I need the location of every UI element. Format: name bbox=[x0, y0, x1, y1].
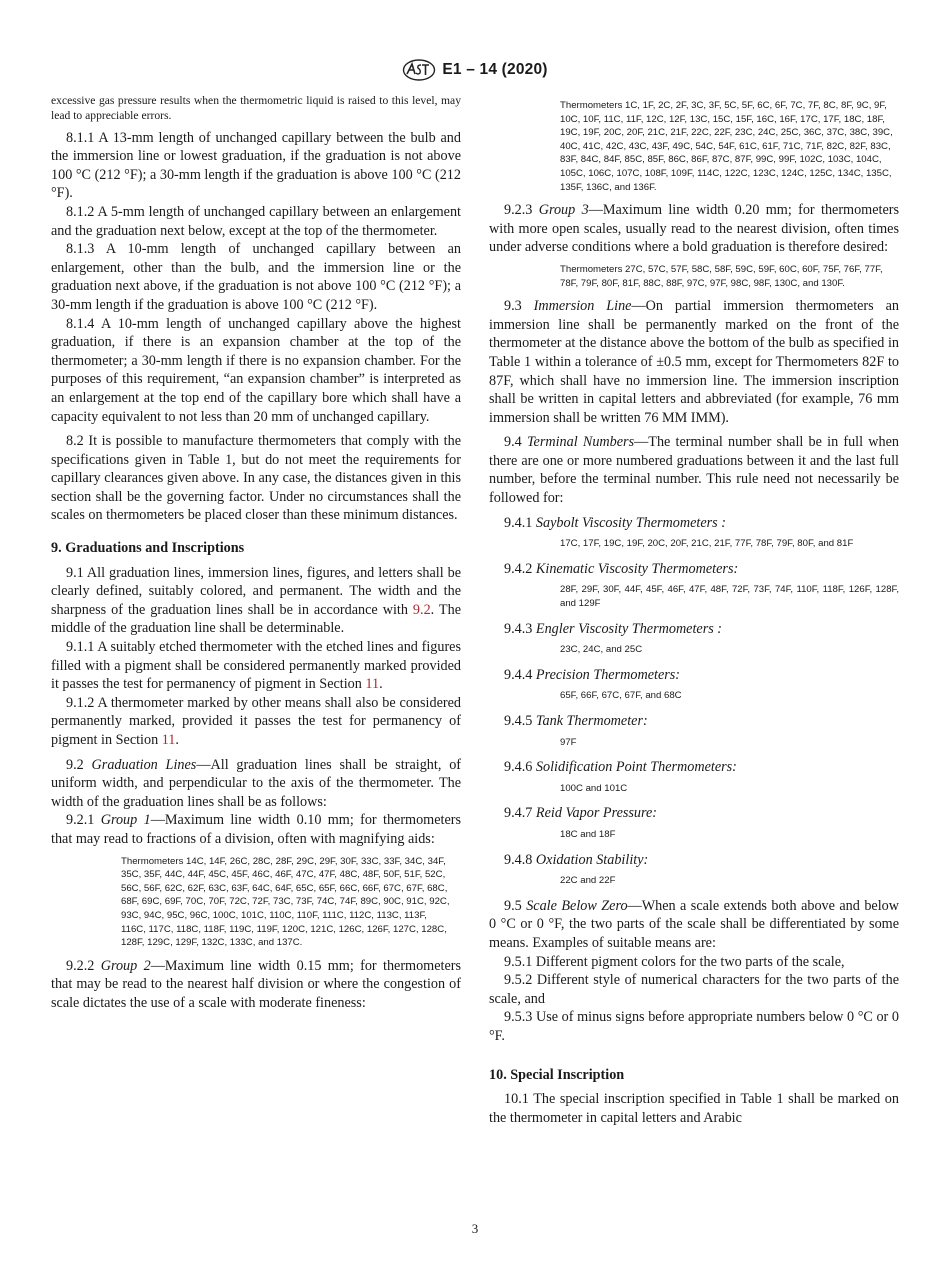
paragraph-8-2: 8.2 It is possible to manufacture thermometers that comply with the specifications given in Table 1, but do not meet the requirements for capillary clearances given above. In any case, the distances given in this section shall be the governing factor. Under no circumstances shall the scales on thermometers be placed closer than these minimum distances. bbox=[51, 433, 461, 524]
paragraph-9-2: 9.2 Graduation Lines—All graduation lines shall be straight, of uniform width, and perpendicular to the axis of the thermometer. The width of the graduation lines shall be as follows: bbox=[51, 756, 462, 810]
paragraph-9-5-1: 9.5.1 Different pigment colors for the two parts of the scale, bbox=[504, 953, 845, 970]
subsection-9-4-3: 9.4.3 Engler Viscosity Thermometers : bbox=[504, 620, 723, 637]
paragraph-9-2-2: 9.2.2 Group 2—Maximum line width 0.15 mm; for thermometers that may be read to the nearest half division or where the congestion of scale dictates the use of a scale with moderate fineness: bbox=[51, 957, 462, 1011]
list-9-4-3: 23C, 24C, and 25C bbox=[560, 644, 643, 656]
paragraph-9-1-1: 9.1.1 A suitably etched thermometer with the etched lines and figures filled with a pigment shall be considered permanently marked provided it passes the test for permanency of pigment in Section 11. bbox=[51, 639, 461, 693]
subsection-9-4-8: 9.4.8 Oxidation Stability: bbox=[504, 851, 649, 868]
page-header bbox=[0, 58, 950, 82]
page-number: 3 bbox=[471, 1221, 479, 1236]
list-9-4-7: 18C and 18F bbox=[560, 828, 616, 840]
paragraph-9-1-2: 9.1.2 A thermometer marked by other means shall also be considered permanently marked, provided it passes the test for permanency of pigment in Section 11. bbox=[51, 694, 461, 748]
list-9-4-2: 28F, 29F, 30F, 44F, 45F, 46F, 47F, 48F, 72F, 73F, 74F, 110F, 118F, 126F, 128F, and 129F bbox=[560, 584, 899, 610]
standard-designation: E1 – 14 (2020) bbox=[442, 61, 548, 78]
list-9-4-5: 97F bbox=[560, 736, 577, 748]
paragraph-8-1-1: 8.1.1 A 13-mm length of unchanged capillary between the bulb and the immersion line or lowest graduation, if the graduation is not above 100 °C (212 °F); a 30-mm length if the graduation is above 100 °C (212 °F). bbox=[51, 129, 461, 202]
xref-section-11-link[interactable]: 11 bbox=[161, 732, 176, 748]
subsection-9-4-5: 9.4.5 Tank Thermometer: bbox=[504, 713, 648, 729]
right-column bbox=[489, 94, 899, 1127]
paragraph-8-1-3: 8.1.3 A 10-mm length of unchanged capillary between an enlargement, other than the bulb, and the immersion line or the graduation next above, if the graduation is not above 100 °C (212 °F); a 30-mm length if the graduation is above 100 °C (212 °F). bbox=[51, 241, 461, 313]
paragraph-8-1-4: 8.1.4 A 10-mm length of unchanged capillary above the highest graduation, if there is an expansion chamber at the top of the thermometer; a 30-mm length if there is no expansion chamber. For the purposes of this requirement, “an expansion chamber” is interpreted as an enlargement at the top end of the capillary bore which shall have a capacity equivalent to not less than 20 mm of unchanged capillary. bbox=[51, 315, 461, 425]
left-column bbox=[51, 94, 461, 1013]
paragraph-8-1-2: 8.1.2 A 5-mm length of unchanged capillary between an enlargement and the graduation next below, except at the top of the thermometer. bbox=[51, 203, 461, 239]
subsection-9-4-1: 9.4.1 Saybolt Viscosity Thermometers : bbox=[504, 514, 726, 531]
paragraph-9-5-2: 9.5.2 Different style of numerical characters for the two parts of the scale, and bbox=[489, 972, 899, 1007]
list-9-4-1: 17C, 17F, 19C, 19F, 20C, 20F, 21C, 21F, 77F, 78F, 79F, 80F, and 81F bbox=[560, 538, 854, 550]
thermometer-list-group-3: Thermometers 27C, 57C, 57F, 58C, 58F, 59C, 59F, 60C, 60F, 75F, 76F, 77F, 78F, 79F, 80F, 81F, 88C, 88F, 97C, 97F, 98C, 98F, 130C, and 130F. bbox=[560, 263, 883, 289]
paragraph-9-2-1: 9.2.1 Group 1—Maximum line width 0.10 mm; for thermometers that may read to fractions of a division, often with magnifying aids: bbox=[51, 812, 462, 847]
subsection-9-4-2: 9.4.2 Kinematic Viscosity Thermometers: bbox=[504, 560, 739, 577]
subsection-9-4-4: 9.4.4 Precision Thermometers: bbox=[504, 666, 681, 683]
xref-9-2-link[interactable]: 9.2 bbox=[412, 601, 431, 618]
paragraph-9-4: 9.4 Terminal Numbers—The terminal number shall be in full when there are one or more numbered graduations between it and the last full number, before the terminal number. This rule need not necessarily be followed for: bbox=[489, 434, 899, 507]
thermometer-list-group-1: Thermometers 14C, 14F, 26C, 28C, 28F, 29C, 29F, 30F, 33C, 33F, 34C, 34F, 35C, 35F, 44C, 44F, 45C, 45F, 46C, 46F, 47C, 47F, 48C, 48F, 50F, 51F, 52C, 56C, 56F, 62C, 62F, 63C, 63F, 64C, 64F, 65C, 65F, 66C, 66F, 67C, 67F, 68C, 68F, 69C, 69F, 70C, 70F, 72C, 72F, 73C, 73F, 74C, 74F, 89C, 90C, 91C, 92C, 93C, 94C, 95C, 96C, 100C, 101C, 110C, 110F, 111C, 112C, 113C, 113F, 116C, 117C, 118C, 118F, 119C, 119F, 120C, 121C, 126C, 126F, 127C, 128C, 128F, 129C, 129F, 132C, 133C, and 137C. bbox=[121, 855, 450, 949]
paragraph-9-5-3: 9.5.3 Use of minus signs before appropriate numbers below 0 °C or 0 °F. bbox=[489, 1009, 899, 1044]
list-9-4-4: 65F, 66F, 67C, 67F, and 68C bbox=[560, 690, 682, 702]
thermometer-list-group-2: Thermometers 1C, 1F, 2C, 2F, 3C, 3F, 5C, 5F, 6C, 6F, 7C, 7F, 8C, 8F, 9C, 9F, 10C, 10F, 11C, 11F, 12C, 12F, 13C, 15C, 15F, 16C, 16F, 17C, 17F, 18C, 18F, 19C, 19F, 20C, 20F, 21C, 21F, 22C, 22F, 23C, 24C, 25C, 36C, 37C, 38C, 39C, 40C, 41C, 42C, 43C, 43F, 49C, 54C, 54F, 61C, 61F, 71C, 71F, 82C, 82F, 83C, 83F, 84C, 84F, 85C, 85F, 86C, 86F, 87C, 87F, 99C, 99F, 102C, 103C, 104C, 105C, 106C, 107C, 108F, 109F, 114C, 122C, 123C, 124C, 125C, 134C, 135C, 135F, 136C, and 136F. bbox=[560, 100, 893, 193]
paragraph-9-2-3: 9.2.3 Group 3—Maximum line width 0.20 mm; for thermometers with more open scales, usually read to the nearest division, often times under adverse conditions where a bold graduation is therefore desired: bbox=[489, 202, 900, 256]
paragraph-9-1: 9.1 All graduation lines, immersion lines, figures, and letters shall be clearly defined, suitably colored, and permanent. The width and the sharpness of the graduation lines shall be in accordance with 9.2. The middle of the graduation line shall be determinable. bbox=[51, 564, 461, 637]
list-9-4-8: 22C and 22F bbox=[560, 875, 616, 887]
section-heading-9: 9. Graduations and Inscriptions bbox=[51, 540, 245, 557]
paragraph-10-1: 10.1 The special inscription specified in Table 1 shall be marked on the thermometer in capital letters and Arabic bbox=[489, 1091, 899, 1126]
paragraph-9-3: 9.3 Immersion Line—On partial immersion thermometers an immersion line shall be permanently marked on the front of the thermometer at the distance above the bottom of the bulb as specified in Table 1 within a tolerance of ±0.5 mm, except for Thermometers 82F to 87F, which shall have no immersion line. The immersion inscription shall be written in capital letters and abbreviated (for example, 76 mm immersion shall be written 76 MM IMM). bbox=[489, 298, 899, 426]
xref-section-11-link[interactable]: 11 bbox=[365, 676, 380, 693]
subsection-9-4-7: 9.4.7 Reid Vapor Pressure: bbox=[504, 805, 658, 822]
paragraph-continued: excessive gas pressure results when the thermometric liquid is raised to this level, may lead to appreciable errors. bbox=[51, 94, 461, 122]
list-9-4-6: 100C and 101C bbox=[560, 782, 628, 794]
paragraph-9-5: 9.5 Scale Below Zero—When a scale extends both above and below 0 °C or 0 °F, the two parts of the scale shall be differentiated by some means. Examples of suitable means are: bbox=[489, 897, 899, 951]
subsection-9-4-6: 9.4.6 Solidification Point Thermometers: bbox=[504, 759, 737, 776]
astm-logo-icon bbox=[402, 59, 436, 81]
section-heading-10: 10. Special Inscription bbox=[489, 1066, 625, 1083]
